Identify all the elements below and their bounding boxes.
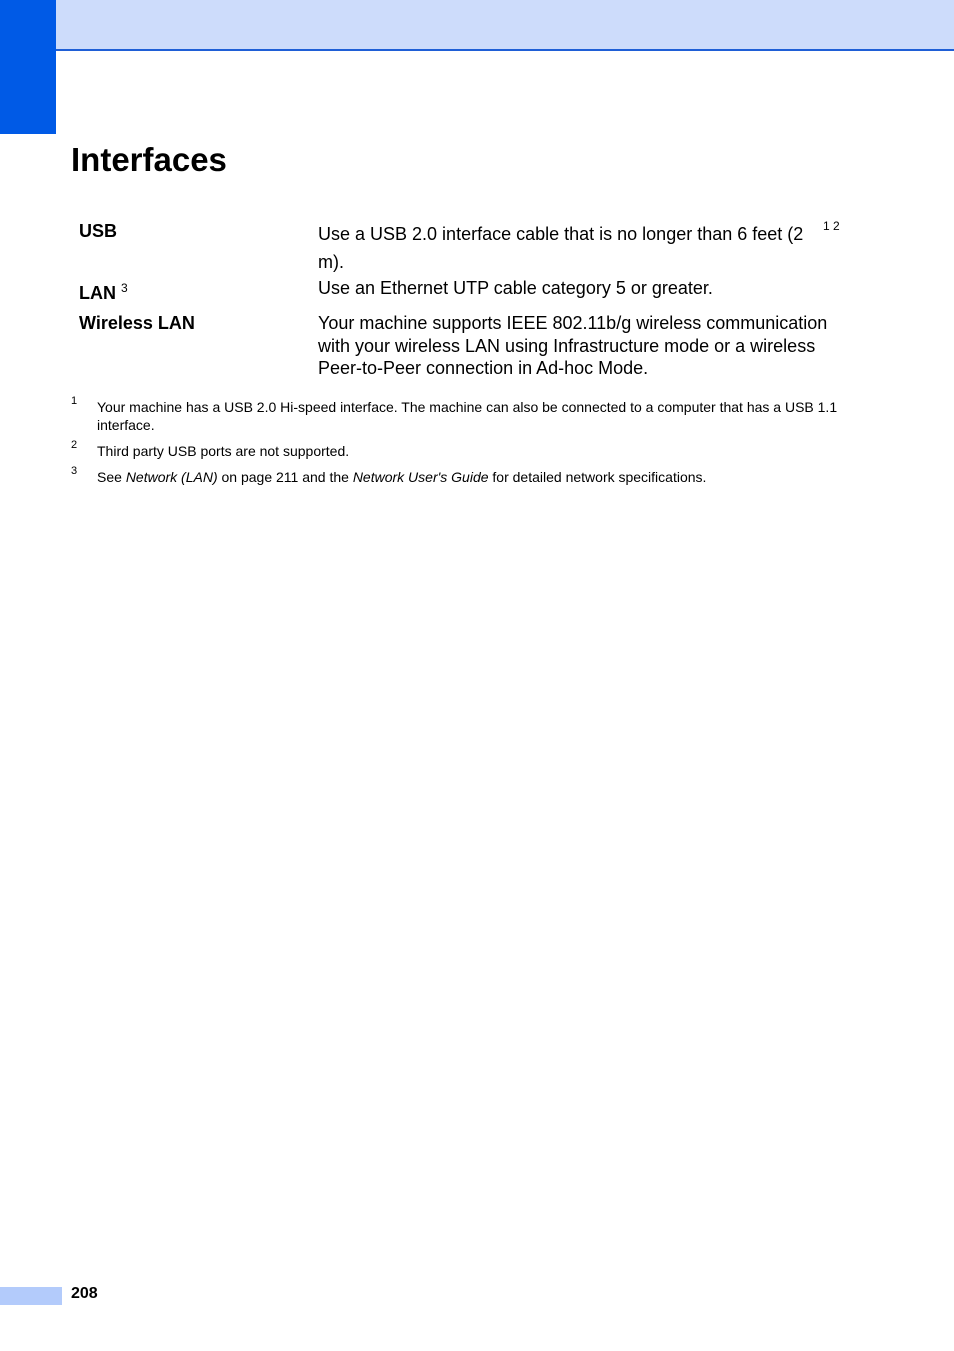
header-band [0,0,954,51]
footnote-text: Third party USB ports are not supported. [97,443,350,459]
footnote [71,439,851,460]
spec-label: LAN $^3$ [79,281,128,303]
footnote-number: 3 [71,465,78,477]
network-users-guide-link[interactable]: Network User's Guide [352,469,489,485]
footnote-text: for detailed network specifications. [488,469,707,485]
spec-value: Your machine supports IEEE 802.11b/g wireless communication with your wireless LAN using Infrastructure mode or a wireless Peer-to-Peer connection in Ad-hoc Mode. [318,313,828,378]
spec-table [79,220,869,380]
footnote-text: See [97,469,126,485]
footnote-number: 2 [71,439,78,451]
footnote-number: 1 [71,395,78,407]
page-number: 208 [71,1285,98,1302]
footnote [71,395,851,434]
usb-footnote-ref: 1 2 [823,219,840,233]
spec-value: Use an Ethernet UTP cable category 5 or greater. [318,278,713,298]
network-lan-link[interactable]: Network (LAN) [125,469,218,485]
spec-row-usb [79,220,869,277]
page-title: Interfaces [71,141,227,178]
footnote [71,465,851,486]
chapter-tab [0,0,56,134]
spec-label: Wireless LAN [79,313,195,333]
footnote-text: Your machine has a USB 2.0 Hi-speed interface. The machine can also be connected to a computer that has a USB 1.1 interface. [97,399,838,433]
spec-value [318,220,863,276]
spec-label: USB [79,221,118,241]
footnotes [71,395,851,494]
lan-footnote-ref: 3 [121,281,128,295]
footnote-text: on page 211 and the [217,469,353,485]
page-number-bar [0,1287,62,1305]
spec-row-wireless [79,312,869,380]
usb-text: Use a USB 2.0 interface cable that is no longer than 6 feet (2 m). [318,224,804,272]
spec-row-lan [79,277,869,312]
